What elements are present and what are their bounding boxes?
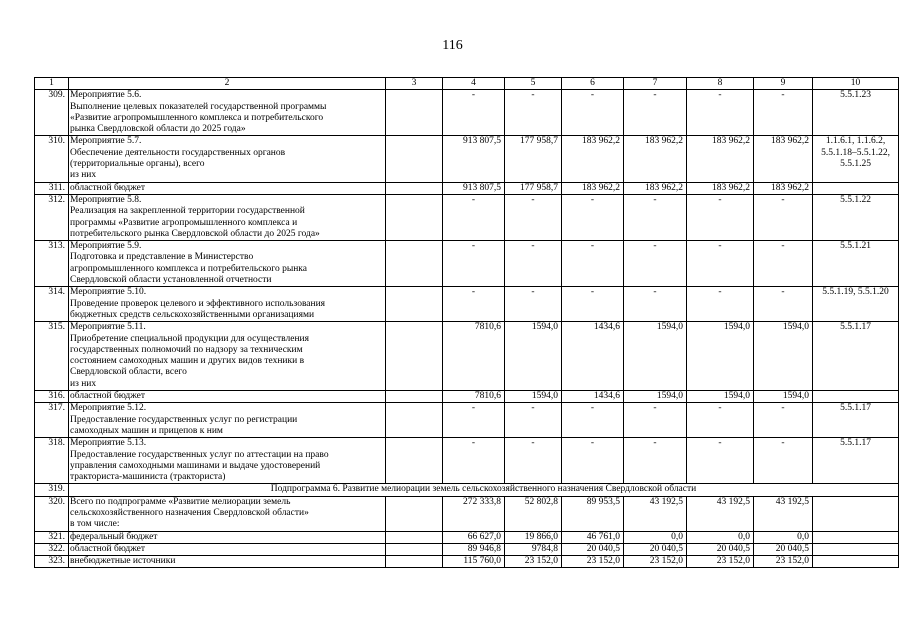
table-row	[35, 438, 899, 484]
value-cell: 272 333,8	[443, 496, 505, 531]
row-title-line: внебюджетные источники	[70, 556, 176, 567]
value-cell: 89 953,5	[562, 496, 624, 531]
value-cell	[386, 241, 443, 287]
value-cell: -	[443, 90, 505, 136]
row-title-line: Предоставление государственных услуг по регистрации	[70, 414, 298, 425]
row-title	[69, 556, 386, 568]
row-title-line: Реализация на закрепленной территории государственной	[70, 206, 305, 217]
target-indicator-cell: 5.5.1.17	[813, 438, 899, 484]
row-title	[69, 531, 386, 543]
value-cell	[386, 322, 443, 391]
row-number: 319.	[35, 484, 69, 496]
value-cell: 1434,6	[562, 391, 624, 403]
row-number: 322.	[35, 543, 69, 555]
value-cell: 89 946,8	[443, 543, 505, 555]
row-title-line: Мероприятие 5.11.	[70, 322, 146, 333]
value-cell: -	[754, 287, 813, 322]
value-cell: 1594,0	[505, 322, 562, 391]
value-cell: 52 802,8	[505, 496, 562, 531]
target-indicator-cell: 1.1.6.1, 1.1.6.2, 5.5.1.18–5.5.1.22, 5.5.1.25	[813, 136, 899, 182]
row-title-line: управления самоходными машинами и выдаче удостоверений	[70, 460, 321, 471]
value-cell: 183 962,2	[562, 182, 624, 194]
row-number: 314.	[35, 287, 69, 322]
subprogram-title: Подпрограмма 6. Развитие мелиорации земель сельскохозяйственного назначения Свердловской области	[69, 484, 899, 496]
value-cell	[386, 543, 443, 555]
value-cell: 20 040,5	[687, 543, 754, 555]
header-cell: 5	[505, 78, 562, 90]
row-number: 309.	[35, 90, 69, 136]
row-title	[69, 90, 386, 136]
value-cell: 23 152,0	[687, 556, 754, 568]
value-cell: -	[624, 438, 687, 484]
value-cell	[386, 182, 443, 194]
row-title-line: из них	[70, 170, 97, 181]
row-title-line: Проведение проверок целевого и эффективного использования	[70, 298, 326, 309]
header-cell: 1	[35, 78, 69, 90]
value-cell: -	[624, 90, 687, 136]
value-cell: -	[562, 194, 624, 240]
value-cell: -	[443, 403, 505, 438]
value-cell: 1594,0	[687, 322, 754, 391]
value-cell: 183 962,2	[687, 136, 754, 182]
value-cell: -	[443, 241, 505, 287]
value-cell: 183 962,2	[562, 136, 624, 182]
row-title-line: Всего по подпрограмме «Развитие мелиорации земель	[70, 496, 291, 507]
page-number: 116	[442, 38, 463, 53]
value-cell	[386, 287, 443, 322]
row-title	[69, 403, 386, 438]
value-cell: -	[754, 403, 813, 438]
row-number: 323.	[35, 556, 69, 568]
row-title-line: программы «Развитие агропромышленного комплекса и	[70, 217, 298, 228]
value-cell: 20 040,5	[754, 543, 813, 555]
table-row	[35, 531, 899, 543]
target-indicator-cell	[813, 543, 899, 555]
value-cell: -	[443, 194, 505, 240]
row-number: 317.	[35, 403, 69, 438]
row-title	[69, 438, 386, 484]
row-title-line: в том числе:	[70, 519, 120, 530]
row-number: 318.	[35, 438, 69, 484]
table-row	[35, 287, 899, 322]
target-indicator-cell: 5.5.1.22	[813, 194, 899, 240]
value-cell	[386, 403, 443, 438]
row-number: 321.	[35, 531, 69, 543]
row-number: 320.	[35, 496, 69, 531]
row-number: 311.	[35, 182, 69, 194]
table-body	[35, 78, 899, 568]
value-cell: -	[624, 403, 687, 438]
value-cell: -	[505, 90, 562, 136]
row-title-line: Мероприятие 5.7.	[70, 136, 142, 147]
value-cell: -	[687, 287, 754, 322]
header-cell: 10	[813, 78, 899, 90]
row-title-line: Обеспечение деятельности государственных органов	[70, 147, 286, 158]
row-number: 312.	[35, 194, 69, 240]
row-title	[69, 194, 386, 240]
value-cell: 183 962,2	[754, 182, 813, 194]
value-cell: 913 807,5	[443, 182, 505, 194]
value-cell: 23 152,0	[624, 556, 687, 568]
row-title-line: «Развитие агропромышленного комплекса и потребительского	[70, 112, 324, 123]
target-indicator-cell	[813, 391, 899, 403]
header-cell: 9	[754, 78, 813, 90]
value-cell: 20 040,5	[562, 543, 624, 555]
table-row	[35, 136, 899, 182]
row-title	[69, 543, 386, 555]
row-title-line: Мероприятие 5.12.	[70, 403, 147, 414]
row-title-line: тракториста-машиниста (тракториста)	[70, 472, 226, 483]
row-title-line: потребительского рынка Свердловской области до 2025 года»	[70, 228, 320, 239]
target-indicator-cell	[813, 531, 899, 543]
value-cell	[386, 496, 443, 531]
row-title-line: Мероприятие 5.8.	[70, 194, 142, 205]
value-cell: 1594,0	[754, 391, 813, 403]
value-cell: -	[505, 438, 562, 484]
value-cell: -	[562, 90, 624, 136]
value-cell: -	[624, 194, 687, 240]
value-cell: -	[687, 90, 754, 136]
value-cell: 19 866,0	[505, 531, 562, 543]
value-cell: 66 627,0	[443, 531, 505, 543]
value-cell: 43 192,5	[624, 496, 687, 531]
target-indicator-cell: 5.5.1.17	[813, 403, 899, 438]
header-cell: 8	[687, 78, 754, 90]
row-title-line: агропромышленного комплекса и потребительского рынка	[70, 263, 307, 274]
program-table	[34, 77, 899, 568]
row-title-line: Приобретение специальной продукции для осуществления	[70, 333, 309, 344]
value-cell: 177 958,7	[505, 182, 562, 194]
value-cell	[386, 194, 443, 240]
value-cell: 1594,0	[754, 322, 813, 391]
row-title-line: состоянием самоходных машин и других видов техники в	[70, 356, 305, 367]
target-indicator-cell: 5.5.1.17	[813, 322, 899, 391]
subprogram-row	[35, 484, 899, 496]
target-indicator-cell: 5.5.1.21	[813, 241, 899, 287]
row-number: 316.	[35, 391, 69, 403]
row-title-line: Свердловской области, всего	[70, 367, 187, 378]
row-title-line: из них	[70, 378, 97, 389]
value-cell: 20 040,5	[624, 543, 687, 555]
value-cell: 183 962,2	[687, 182, 754, 194]
target-indicator-cell	[813, 556, 899, 568]
value-cell: 23 152,0	[562, 556, 624, 568]
row-title-line: областной бюджет	[70, 182, 146, 193]
row-title-line: сельскохозяйственного назначения Свердловской области»	[70, 507, 309, 518]
value-cell: -	[505, 403, 562, 438]
value-cell: -	[754, 90, 813, 136]
value-cell	[386, 556, 443, 568]
value-cell: -	[624, 287, 687, 322]
value-cell: -	[687, 403, 754, 438]
table-row	[35, 241, 899, 287]
header-cell: 2	[69, 78, 386, 90]
value-cell: 1434,6	[562, 322, 624, 391]
table-row	[35, 496, 899, 531]
table-row	[35, 322, 899, 391]
value-cell: -	[562, 438, 624, 484]
target-indicator-cell: 5.5.1.19, 5.5.1.20	[813, 287, 899, 322]
value-cell: -	[687, 194, 754, 240]
value-cell: -	[624, 241, 687, 287]
value-cell: -	[505, 287, 562, 322]
row-title-line: рынка Свердловской области до 2025 года»	[70, 124, 246, 135]
value-cell: 1594,0	[624, 322, 687, 391]
value-cell: 0,0	[687, 531, 754, 543]
row-number: 313.	[35, 241, 69, 287]
table-row	[35, 182, 899, 194]
value-cell: -	[562, 241, 624, 287]
value-cell: 7810,6	[443, 322, 505, 391]
table-row	[35, 391, 899, 403]
value-cell	[386, 531, 443, 543]
row-title-line: Мероприятие 5.13.	[70, 438, 147, 449]
value-cell	[386, 136, 443, 182]
row-number: 315.	[35, 322, 69, 391]
row-title-line: Мероприятие 5.6.	[70, 90, 142, 101]
value-cell: 7810,6	[443, 391, 505, 403]
value-cell: -	[443, 287, 505, 322]
value-cell: 183 962,2	[754, 136, 813, 182]
target-indicator-cell: 5.5.1.23	[813, 90, 899, 136]
table-header-row	[35, 78, 899, 90]
row-title	[69, 136, 386, 182]
target-indicator-cell	[813, 496, 899, 531]
table-row	[35, 403, 899, 438]
row-title-line: (территориальные органы), всего	[70, 159, 205, 170]
target-indicator-cell	[813, 182, 899, 194]
value-cell: -	[754, 438, 813, 484]
value-cell: -	[443, 438, 505, 484]
row-title	[69, 287, 386, 322]
value-cell: 0,0	[754, 531, 813, 543]
value-cell	[386, 90, 443, 136]
value-cell: -	[562, 287, 624, 322]
row-title	[69, 241, 386, 287]
value-cell: 23 152,0	[754, 556, 813, 568]
table-row	[35, 194, 899, 240]
row-title-line: Предоставление государственных услуг по аттестации на право	[70, 449, 329, 460]
row-title-line: самоходных машин и прицепов к ним	[70, 425, 223, 436]
value-cell: 183 962,2	[624, 182, 687, 194]
value-cell: -	[687, 241, 754, 287]
row-title	[69, 391, 386, 403]
value-cell: 115 760,0	[443, 556, 505, 568]
header-cell: 6	[562, 78, 624, 90]
row-title	[69, 182, 386, 194]
value-cell: 1594,0	[624, 391, 687, 403]
row-title-line: государственных полномочий по надзору за техническим	[70, 344, 303, 355]
row-number: 310.	[35, 136, 69, 182]
value-cell: 43 192,5	[687, 496, 754, 531]
row-title-line: Подготовка и представление в Министерство	[70, 252, 254, 263]
table-row	[35, 556, 899, 568]
value-cell: 183 962,2	[624, 136, 687, 182]
value-cell: -	[505, 241, 562, 287]
value-cell: 913 807,5	[443, 136, 505, 182]
value-cell: -	[562, 403, 624, 438]
row-title-line: Мероприятие 5.10.	[70, 287, 147, 298]
table-row	[35, 543, 899, 555]
header-cell: 4	[443, 78, 505, 90]
value-cell	[386, 391, 443, 403]
table-row	[35, 90, 899, 136]
header-cell: 7	[624, 78, 687, 90]
row-title	[69, 322, 386, 391]
value-cell: 43 192,5	[754, 496, 813, 531]
value-cell: 0,0	[624, 531, 687, 543]
header-cell: 3	[386, 78, 443, 90]
row-title-line: областной бюджет	[70, 543, 146, 554]
value-cell: 23 152,0	[505, 556, 562, 568]
row-title-line: федеральный бюджет	[70, 531, 158, 542]
value-cell: 177 958,7	[505, 136, 562, 182]
value-cell: 1594,0	[505, 391, 562, 403]
row-title-line: Выполнение целевых показателей государственной программы	[70, 101, 327, 112]
value-cell: 9784,8	[505, 543, 562, 555]
row-title-line: Мероприятие 5.9.	[70, 241, 142, 252]
row-title	[69, 496, 386, 531]
row-title-line: областной бюджет	[70, 391, 146, 402]
value-cell: -	[754, 194, 813, 240]
value-cell: -	[505, 194, 562, 240]
value-cell: -	[754, 241, 813, 287]
value-cell: 46 761,0	[562, 531, 624, 543]
row-title-line: Свердловской области установленной отчетности	[70, 275, 272, 286]
row-title-line: бюджетных средств сельскохозяйственными организациями	[70, 309, 315, 320]
value-cell: 1594,0	[687, 391, 754, 403]
value-cell	[386, 438, 443, 484]
value-cell: -	[687, 438, 754, 484]
